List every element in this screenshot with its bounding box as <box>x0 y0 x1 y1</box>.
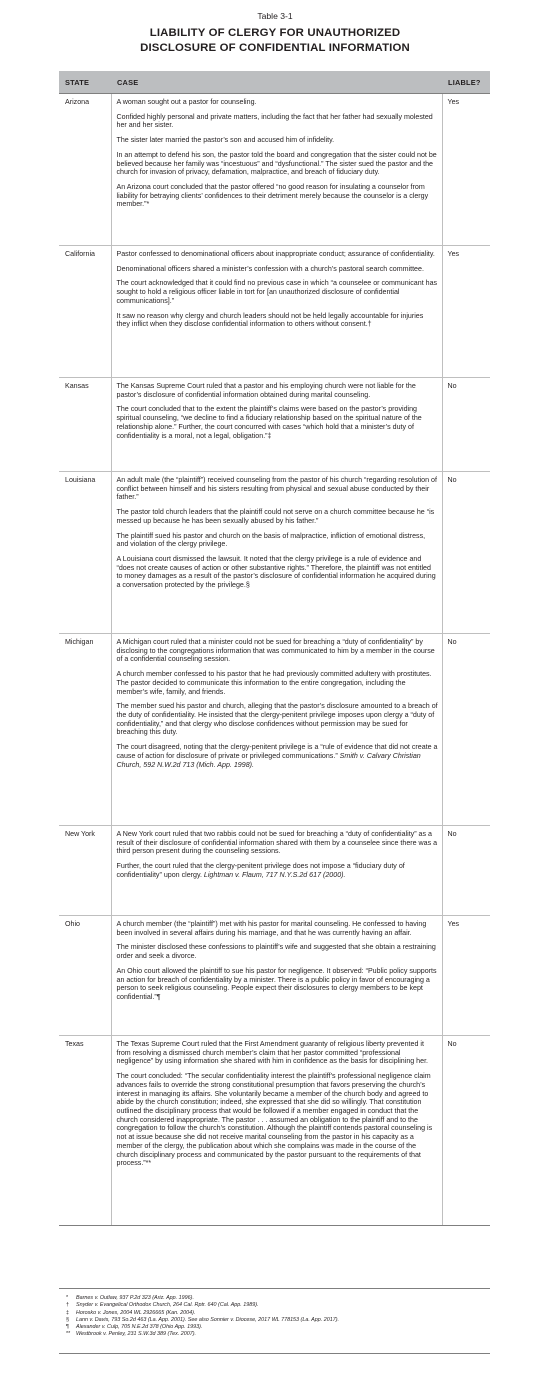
case-paragraph: Denominational officers shared a minister’s confession with a church’s pastoral search committee. <box>116 264 424 273</box>
footnote-mark: ** <box>66 1331 71 1338</box>
case-paragraph: The sister later married the pastor’s son and accused him of infidelity. <box>116 136 335 145</box>
case-paragraph: An Arizona court concluded that the pastor offered “no good reason for insulating a counselor from liability for betraying clients’ confidences to their detriment merely because the counselor is a clergy member.”* <box>116 183 429 209</box>
footnote-text: Lann v. Davis, 793 So.2d 463 (La. App. 2001). See also Sonnier v. Diocese, 2017 WL 778153 (La. App. 2017). <box>76 1316 340 1323</box>
case-paragraph: A Michigan court ruled that a minister could not be sued for breaching a “duty of confidentiality” by disclosing to the congregations information that was communicated to him by a member in the course of a confidential counseling session. <box>116 638 435 664</box>
footnote <box>59 1317 490 1324</box>
case-paragraph: It saw no reason why clergy and church leaders should not be held legally accountable for injuries they inflict when they disclose confidential information to others without consent.† <box>116 311 424 329</box>
liable-cell: No <box>442 634 490 826</box>
case-paragraph: The minister disclosed these confessions to plaintiff’s wife and suggested that she obtain a restraining order and seek a divorce. <box>116 943 436 961</box>
case-cell <box>111 94 442 246</box>
case-paragraph: Pastor confessed to denominational officers about inappropriate conduct; assurance of confidentiality. <box>116 250 435 258</box>
case-paragraph: The Kansas Supreme Court ruled that a pastor and his employing church were not liable for the pastor’s disclosure of confidential information obtained during marital counseling. <box>116 382 416 399</box>
liable-cell: Yes <box>442 916 490 1036</box>
footnote-text: Horosko v. Jones, 2004 WL 2926665 (Kan. 2004). <box>76 1309 196 1316</box>
case-paragraph: The Texas Supreme Court ruled that the First Amendment guaranty of religious liberty prevented it from resolving a dismissed church member’s claim that her pastor committed “professional negligence” by using information she shared with him in confidence as the basis for disciplining her. <box>116 1040 429 1066</box>
table-title-line-2: DISCLOSURE OF CONFIDENTIAL INFORMATION <box>140 42 410 54</box>
case-paragraph: An adult male (the “plaintiff”) received counseling from the pastor of his church “regarding resolution of conflict between himself and his sisters resulting from physical and sexual abuse conducted by their father.” <box>116 476 437 502</box>
table-title-line-1: LIABILITY OF CLERGY FOR UNAUTHORIZED <box>149 27 401 39</box>
case-text: Further, the court ruled that the clergy-penitent privilege does not impose a “fiduciary duty of confidentiality” upon clergy. <box>116 862 405 879</box>
footnote-mark: ‡ <box>66 1309 69 1316</box>
case-paragraph: A Louisiana court dismissed the lawsuit. It noted that the clergy privilege is a rule of evidence and “does not create causes of action or other substantive rights.” Therefore, the plaintiff was not entitled to money damages as a result of the pastor’s disclosure of confidential information he acquired during a conversation protected by the privilege.§ <box>116 555 436 590</box>
case-paragraph: A church member (the “plaintiff”) met with his pastor for marital counseling. He confessed to having been involved in several affairs during his marriage, and that he was currently having an affair. <box>116 920 427 937</box>
footnote-text: Barnes v. Outlaw, 937 P.2d 323 (Ariz. App. 1996). <box>76 1295 194 1301</box>
footnote-text: Westbrook v. Penley, 231 S.W.3d 389 (Tex. 2007). <box>76 1331 197 1338</box>
case-paragraph: The member sued his pastor and church, alleging that the pastor’s disclosure amounted to a breach of the duty of confidentiality. He insisted that the clergy-penitent privilege imposes upon clergy a “duty of confidentiality,” and that clergy who disclose confidences without permission may be sued for breaching this duty. <box>116 702 438 737</box>
footnote <box>59 1324 490 1331</box>
state-cell: New York <box>59 826 111 916</box>
state-cell: Arizona <box>59 94 111 246</box>
case-paragraph: A church member confessed to his pastor that he had previously committed adultery with prostitutes. The pastor decided to communicate this information to the entire congregation, including the member’s wife, family, and friends. <box>116 670 432 696</box>
liable-cell: No <box>442 378 490 472</box>
case-citation: Lightman v. Flaum, 717 N.Y.S.2d 617 (2000). <box>203 870 346 879</box>
state-cell: Ohio <box>59 916 111 1036</box>
case-paragraph <box>117 743 439 769</box>
footnote-text: Alexander v. Culp, 705 N.E.2d 378 (Ohio App. 1993). <box>76 1324 203 1331</box>
footnote <box>59 1310 490 1317</box>
table-row <box>59 94 490 246</box>
table-title <box>0 26 550 56</box>
footnote <box>59 1331 490 1338</box>
footnote <box>59 1295 490 1302</box>
table-row <box>59 634 490 826</box>
state-cell: California <box>59 246 111 378</box>
footnote-mark: ¶ <box>66 1324 69 1331</box>
footnote-mark: * <box>66 1295 69 1301</box>
case-citation: Smith v. Calvary Christian Church, 592 N.W.2d 713 (Mich. App. 1998). <box>116 751 421 769</box>
header-state: STATE <box>59 71 111 94</box>
footnote-mark: § <box>66 1316 69 1323</box>
table-row <box>59 378 490 472</box>
case-paragraph: An Ohio court allowed the plaintiff to sue his pastor for negligence. It observed: “Public policy supports an action for breach of confidentiality by a minister. There is a public policy in favor of encouraging a person to seek religious counseling. People expect their disclosures to clergy members to be kept confidential.”¶ <box>116 966 437 1002</box>
state-cell: Louisiana <box>59 472 111 634</box>
case-paragraph: A woman sought out a pastor for counseling. <box>116 98 257 106</box>
state-cell: Kansas <box>59 378 111 472</box>
case-paragraph: The court acknowledged that it could find no previous case in which “a counselee or communicant has sought to hold a religious officer liable in tort for [an unauthorized disclosure of confidential communications].” <box>116 279 438 305</box>
case-cell <box>111 246 442 378</box>
case-cell <box>111 472 442 634</box>
state-cell: Michigan <box>59 634 111 826</box>
state-cell: Texas <box>59 1036 111 1226</box>
case-cell <box>111 634 442 826</box>
table-row <box>59 916 490 1036</box>
case-cell <box>111 916 442 1036</box>
case-paragraph: The plaintiff sued his pastor and church on the basis of malpractice, infliction of emotional distress, and violation of the clergy privilege. <box>116 531 426 549</box>
footnote-mark: † <box>66 1302 69 1309</box>
case-text: The court disagreed, noting that the clergy-penitent privilege is a “rule of evidence that did not create a cause of action for disclosure of private or privileged communications.” <box>116 743 438 760</box>
liable-cell: Yes <box>442 94 490 246</box>
case-paragraph: The court concluded that to the extent the plaintiff’s claims were based on the pastor’s providing spiritual counseling, “we decline to find a fiduciary relationship based on the spiritual nature of the relationship alone.” Further, the court concurred with cases “which hold that a minister’s duty of confidentiality is a moral, not a legal, obligation.”‡ <box>116 405 422 440</box>
header-liable: LIABLE? <box>442 71 490 94</box>
case-paragraph <box>117 862 439 879</box>
footnote <box>59 1302 490 1309</box>
case-paragraph: A New York court ruled that two rabbis could not be sued for breaching a “duty of confidentiality” as a result of their disclosure of confidential information shared with them by a counselee since there was a third person present during the counseling sessions. <box>116 830 438 856</box>
footnote-text: Snyder v. Evangelical Orthodox Church, 264 Cal. Rptr. 640 (Cal. App. 1989). <box>76 1302 259 1309</box>
case-cell <box>111 378 442 472</box>
table-row <box>59 472 490 634</box>
header-case: CASE <box>111 71 442 94</box>
liable-cell: No <box>442 1036 490 1226</box>
case-paragraph: In an attempt to defend his son, the pastor told the board and congregation that the sister could not be believed because her family was “incestuous” and “dysfunctional.” The sister sued the pastor and the church for invasion of privacy, defamation, malpractice, and breach of fiduciary duty. <box>116 150 437 177</box>
liable-cell: No <box>442 826 490 916</box>
case-cell <box>111 826 442 916</box>
footnotes <box>59 1288 490 1354</box>
table-row <box>59 1036 490 1226</box>
case-paragraph: The court concluded: “The secular confidentiality interest the plaintiff’s professional negligence claim advances fails to override the strong constitutional presumption that favors preserving the church’s interest in managing its affairs. She voluntarily became a member of the church body and agreed to abide by the church constitution; indeed, she expressed that she did so willingly. That constitution outlined the disciplinary process that would be followed if a member engaged in conduct that the church considered inappropriate. The pastor . . . assumed an obligation to the plaintiff and to the congregation to follow the church’s constitution. Although the plaintiff contends pastoral counseling is not at issue because she did not receive marital counseling from the pastor in his capacity as a member of the clergy, the publication about which she complains was made in the course of the church disciplinary process and communicated by the pastor pursuant to the requirements of that process.”** <box>116 1072 433 1168</box>
case-paragraph: The pastor told church leaders that the plaintiff could not serve on a church committee because he “is messed up because he has been sexually abused by his father.” <box>116 508 435 525</box>
case-cell <box>111 1036 442 1226</box>
table-row <box>59 246 490 378</box>
liable-cell: Yes <box>442 246 490 378</box>
case-paragraph: Confided highly personal and private matters, including the fact that her father had sexually molested her and her sister. <box>116 112 433 130</box>
liable-cell: No <box>442 472 490 634</box>
header-row <box>59 71 490 94</box>
table-row <box>59 826 490 916</box>
liability-table <box>59 71 490 1226</box>
table-number: Table 3-1 <box>257 11 293 21</box>
